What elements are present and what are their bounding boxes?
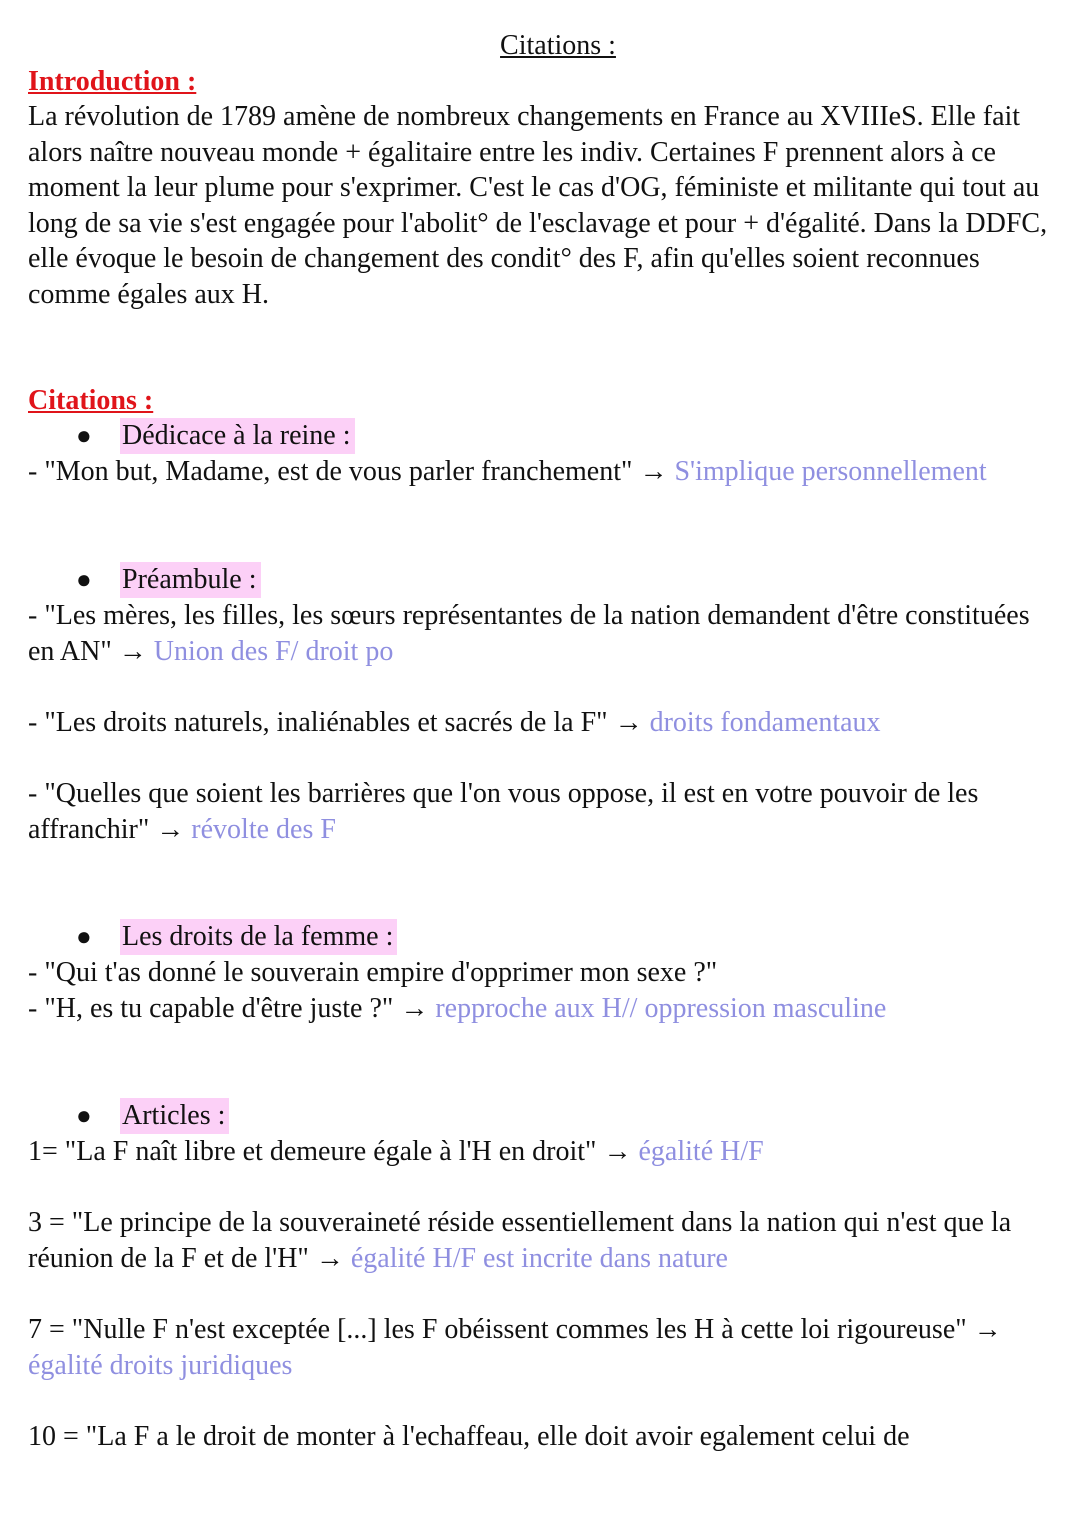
quote-note: repproche aux H// oppression masculine — [435, 993, 887, 1024]
quote-line — [28, 955, 1058, 991]
quote-note: révolte des F — [191, 814, 336, 845]
arrow-icon: → — [639, 456, 668, 487]
quote-line — [28, 598, 1058, 670]
arrow-icon: → — [118, 636, 147, 667]
quote-line — [28, 1205, 1058, 1277]
bullet-icon: ● — [76, 565, 92, 594]
quote-note: Union des F/ droit po — [153, 636, 394, 667]
arrow-icon: → — [156, 814, 185, 845]
arrow-icon: → — [315, 1243, 344, 1274]
quote-note: égalité H/F — [638, 1136, 764, 1167]
intro-heading: Introduction : — [28, 66, 197, 97]
bullet-icon: ● — [76, 922, 92, 951]
section-label: Dédicace à la reine : — [120, 418, 355, 454]
quote-line — [28, 991, 1058, 1027]
quote-text: 1= "La F naît libre et demeure égale à l'H en droit" — [28, 1136, 597, 1167]
quote-text: - "Quelles que soient les barrières que l'on vous oppose, il est en votre pouvoir de les affranchir" — [28, 778, 979, 845]
quote-text: - "Mon but, Madame, est de vous parler franchement" — [28, 456, 633, 487]
quote-note: S'implique personnellement — [674, 456, 987, 487]
arrow-icon: → — [973, 1314, 1002, 1345]
arrow-icon: → — [614, 707, 643, 738]
quote-line — [28, 454, 1058, 490]
section-label: Préambule : — [120, 562, 261, 598]
section-label: Les droits de la femme : — [120, 919, 397, 955]
bullet-icon: ● — [76, 421, 92, 450]
quote-note: égalité droits juridiques — [28, 1350, 293, 1381]
quote-text: 10 = "La F a le droit de monter à l'echaffeau, elle doit avoir egalement celui de — [28, 1421, 910, 1452]
arrow-icon: → — [603, 1136, 632, 1167]
quote-text: - "H, es tu capable d'être juste ?" — [28, 993, 394, 1024]
citations-heading: Citations : — [28, 385, 154, 416]
quote-text: - "Qui t'as donné le souverain empire d'opprimer mon sexe ?" — [28, 957, 718, 988]
quote-line — [28, 1312, 1058, 1384]
section-label: Articles : — [120, 1098, 229, 1134]
quote-text: - "Les mères, les filles, les sœurs représentantes de la nation demandent d'être constituées en AN" — [28, 600, 1030, 667]
quote-line — [28, 1134, 1058, 1170]
section-articles — [28, 1098, 1058, 1134]
section-droits-femme — [28, 919, 1058, 955]
section-dedicace — [28, 418, 1058, 454]
intro-paragraph: La révolution de 1789 amène de nombreux changements en France au XVIIIeS. Elle fait alors naître nouveau monde + égalitaire entre les indiv. Certaines F prennent alors à ce moment la leur plume pour s'exprimer. C'est le cas d'OG, féministe et militante qui tout au long de sa vie s'est engagée pour l'abolit° de l'esclavage et pour + d'égalité. Dans la DDFC, elle évoque le besoin de changement des condit° des F, afin qu'elles soient reconnues comme égales aux H. — [28, 101, 1048, 310]
bullet-icon: ● — [76, 1101, 92, 1130]
quote-note: droits fondamentaux — [649, 707, 881, 738]
section-preambule — [28, 562, 1058, 598]
quote-note: égalité H/F est incrite dans nature — [350, 1243, 728, 1274]
quote-line — [28, 1419, 1058, 1455]
quote-line — [28, 705, 1058, 741]
arrow-icon: → — [400, 993, 429, 1024]
quote-text: 7 = "Nulle F n'est exceptée [...] les F obéissent commes les H à cette loi rigoureuse" — [28, 1314, 967, 1345]
document-page — [28, 28, 1058, 1455]
quote-text: 3 = "Le principe de la souveraineté réside essentiellement dans la nation qui n'est que la réunion de la F et de l'H" — [28, 1207, 1012, 1274]
page-title: Citations : — [500, 30, 616, 61]
quote-line — [28, 776, 1058, 848]
quote-text: - "Les droits naturels, inaliénables et sacrés de la F" — [28, 707, 608, 738]
